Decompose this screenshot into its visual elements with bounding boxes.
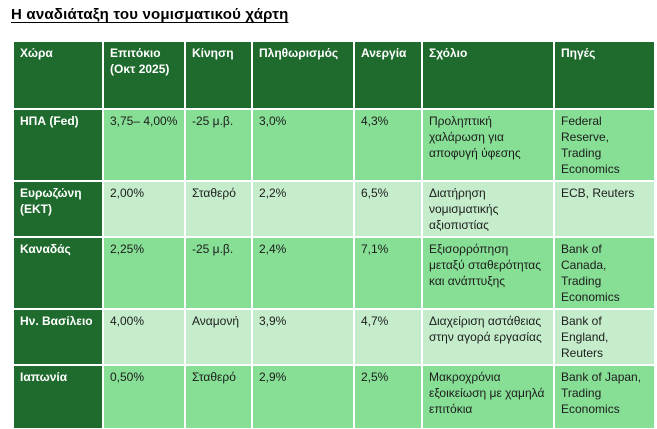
inflation-cell: 2,4%	[253, 238, 353, 308]
move-cell: Σταθερό	[186, 182, 251, 236]
comment-cell: Μακροχρόνια εξοικείωση με χαμηλά επιτόκια	[423, 366, 553, 428]
table-row	[14, 366, 654, 428]
sources-cell: Bank of England, Reuters	[555, 310, 654, 364]
column-header: Πηγές	[555, 42, 654, 108]
comment-cell: Προληπτική χαλάρωση για αποφυγή ύφεσης	[423, 110, 553, 180]
column-header: Σχόλιο	[423, 42, 553, 108]
sources-cell: Federal Reserve, Trading Economics	[555, 110, 654, 180]
unemployment-cell: 2,5%	[355, 366, 421, 428]
column-header: Ανεργία	[355, 42, 421, 108]
monetary-rates-table	[12, 40, 656, 429]
move-cell: -25 μ.β.	[186, 238, 251, 308]
inflation-cell: 2,9%	[253, 366, 353, 428]
column-header: Πληθωρισμός	[253, 42, 353, 108]
table-row	[14, 110, 654, 180]
comment-cell: Διατήρηση νομισματικής αξιοπιστίας	[423, 182, 553, 236]
rate-cell: 2,00%	[104, 182, 184, 236]
inflation-cell: 3,9%	[253, 310, 353, 364]
country-cell: Ευρωζώνη (ΕΚΤ)	[14, 182, 102, 236]
country-cell: Ιαπωνία	[14, 366, 102, 428]
comment-cell: Διαχείριση αστάθειας στην αγορά εργασίας	[423, 310, 553, 364]
country-cell: Καναδάς	[14, 238, 102, 308]
unemployment-cell: 6,5%	[355, 182, 421, 236]
sources-cell: Bank of Japan, Trading Economics	[555, 366, 654, 428]
table-row	[14, 310, 654, 364]
column-header: Κίνηση	[186, 42, 251, 108]
unemployment-cell: 7,1%	[355, 238, 421, 308]
column-header: Χώρα	[14, 42, 102, 108]
rate-cell: 0,50%	[104, 366, 184, 428]
country-cell: ΗΠΑ (Fed)	[14, 110, 102, 180]
move-cell: Σταθερό	[186, 366, 251, 428]
page-title: Η αναδιάταξη του νομισματικού χάρτη	[11, 6, 289, 23]
country-cell: Ην. Βασίλειο	[14, 310, 102, 364]
sources-cell: ECB, Reuters	[555, 182, 654, 236]
table-body	[14, 110, 654, 428]
inflation-cell: 3,0%	[253, 110, 353, 180]
rate-cell: 3,75– 4,00%	[104, 110, 184, 180]
inflation-cell: 2,2%	[253, 182, 353, 236]
unemployment-cell: 4,3%	[355, 110, 421, 180]
rate-cell: 4,00%	[104, 310, 184, 364]
column-header: Επιτόκιο (Οκτ 2025)	[104, 42, 184, 108]
table-row	[14, 238, 654, 308]
table-row	[14, 182, 654, 236]
sources-cell: Bank of Canada, Trading Economics	[555, 238, 654, 308]
rate-cell: 2,25%	[104, 238, 184, 308]
table-header-row	[14, 42, 654, 108]
unemployment-cell: 4,7%	[355, 310, 421, 364]
move-cell: -25 μ.β.	[186, 110, 251, 180]
comment-cell: Εξισορρόπηση μεταξύ σταθερότητας και ανάπτυξης	[423, 238, 553, 308]
move-cell: Αναμονή	[186, 310, 251, 364]
